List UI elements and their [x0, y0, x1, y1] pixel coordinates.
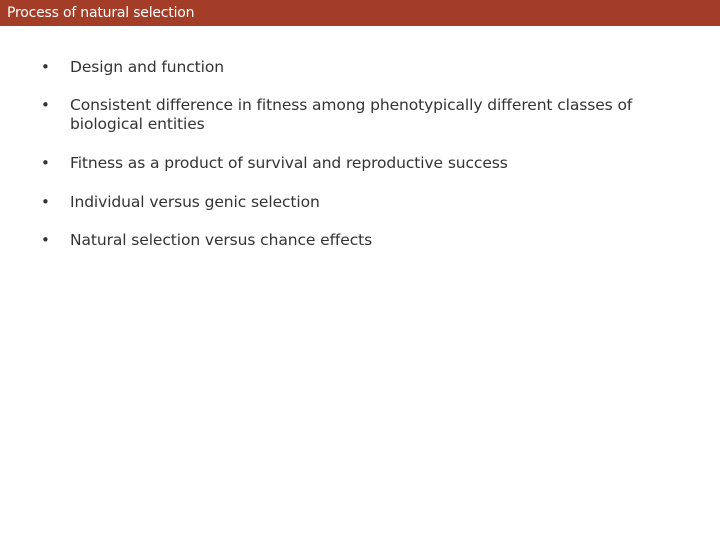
bullet-icon: • [41, 96, 50, 114]
bullet-icon: • [41, 154, 50, 172]
slide-title: Process of natural selection [7, 5, 195, 21]
bullet-text: Natural selection versus chance effects [70, 231, 373, 249]
bullet-text: Consistent difference in fitness among phenotypically different classes of biological entities [70, 96, 633, 133]
bullet-text: Individual versus genic selection [70, 193, 320, 211]
bullet-icon: • [41, 58, 50, 76]
bullet-text: Design and function [70, 58, 224, 76]
title-bar [0, 0, 720, 26]
bullet-icon: • [41, 193, 50, 211]
bullet-text: Fitness as a product of survival and reproductive success [70, 154, 508, 172]
bullet-icon: • [41, 231, 50, 249]
